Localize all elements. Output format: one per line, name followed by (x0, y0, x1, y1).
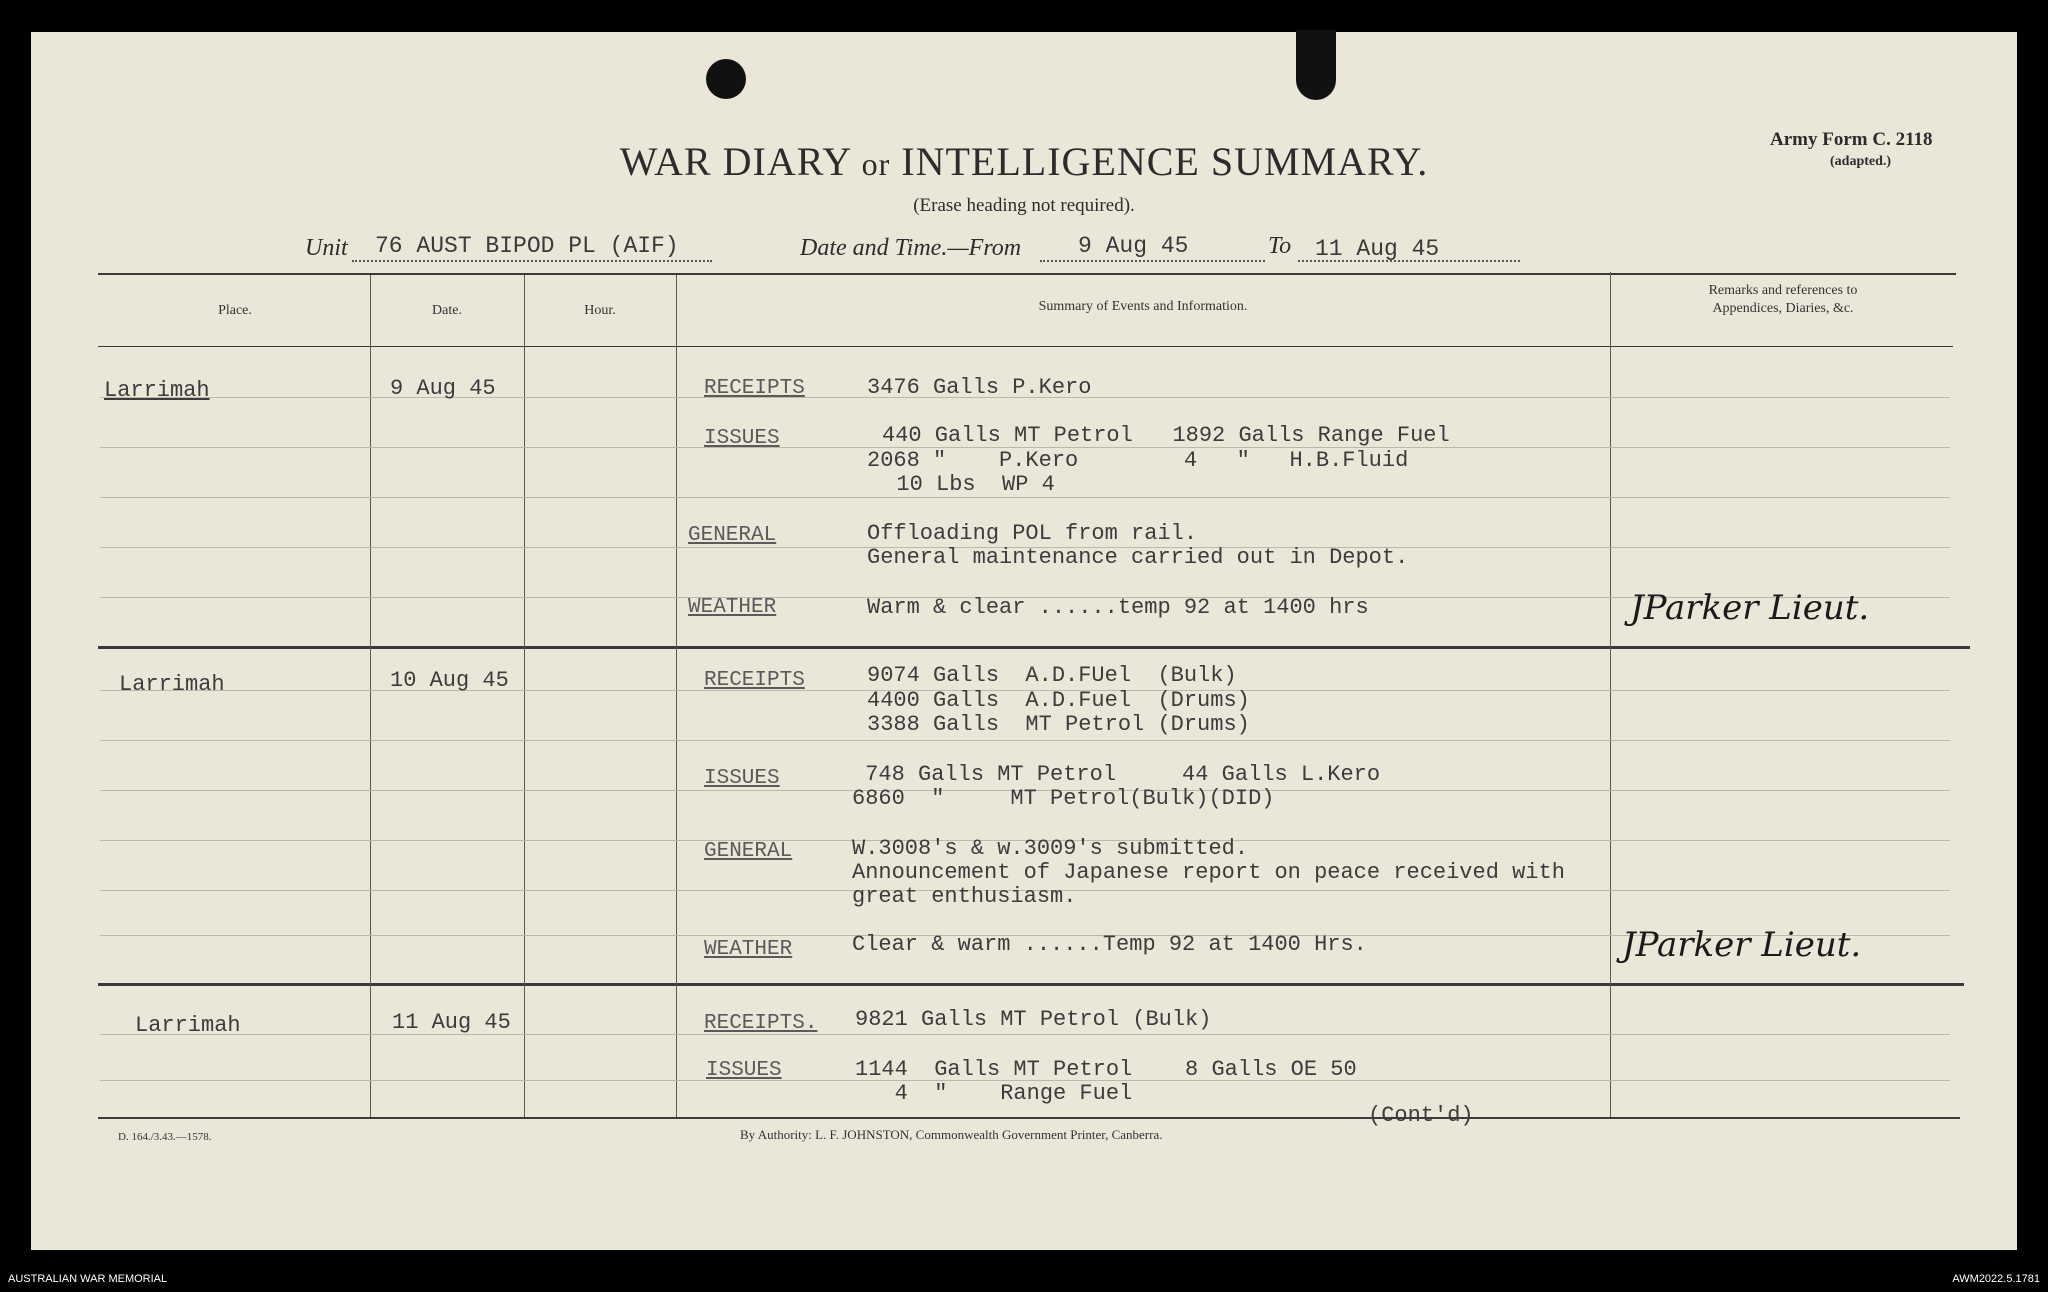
issues-line: 748 Galls MT Petrol 44 Galls L.Kero (852, 762, 1381, 787)
receipts-line: 9821 Galls MT Petrol (Bulk) (855, 1007, 1212, 1032)
place-cell: Larrimah (135, 1013, 241, 1038)
issues-line: 1144 Galls MT Petrol 8 Galls OE 50 (855, 1057, 1357, 1082)
weather-line: Clear & warm ......Temp 92 at 1400 Hrs. (852, 932, 1367, 957)
general-line: great enthusiasm. (852, 884, 1077, 909)
punch-hole (706, 59, 746, 99)
table-top-border (98, 273, 1956, 275)
column-header-remarks: Remarks and references to (1708, 283, 1858, 298)
erase-note: (Erase heading not required). (913, 195, 1135, 216)
issues-line: 4 " Range Fuel (855, 1081, 1133, 1106)
issues-label: ISSUES (706, 1059, 782, 1082)
issues-line: 10 Lbs WP 4 (870, 472, 1055, 497)
column-divider (524, 275, 525, 1117)
column-header-date: Date. (432, 303, 462, 318)
issues-line: 440 Galls MT Petrol 1892 Galls Range Fuel (882, 423, 1450, 448)
general-line: Offloading POL from rail. (867, 521, 1198, 546)
title-or: or (861, 146, 891, 182)
column-header-place: Place. (218, 303, 252, 318)
army-form-adapted: (adapted.) (1830, 154, 1892, 169)
to-label: To (1268, 233, 1292, 259)
general-line: General maintenance carried out in Depot. (867, 545, 1409, 570)
ruled-line (100, 740, 1950, 741)
issues-line: 6860 " MT Petrol(Bulk)(DID) (852, 786, 1275, 811)
title-part2: INTELLIGENCE SUMMARY. (901, 139, 1429, 184)
weather-label: WEATHER (704, 938, 793, 961)
continued-note: (Cont'd) (1368, 1103, 1474, 1128)
day-divider (98, 646, 1970, 649)
column-header-remarks: Appendices, Diaries, &c. (1712, 301, 1854, 316)
column-divider (676, 275, 677, 1117)
receipts-label: RECEIPTS (704, 377, 805, 400)
receipts-line: 9074 Galls A.D.FUel (Bulk) (867, 663, 1237, 688)
officer-signature: JParker Lieut. (1622, 925, 1862, 965)
column-header-summary: Summary of Events and Information. (1038, 299, 1248, 314)
general-label: GENERAL (704, 840, 793, 863)
column-divider (1610, 272, 1611, 1117)
issues-label: ISSUES (704, 767, 780, 790)
place-cell: Larrimah (104, 378, 210, 403)
unit-label: Unit (305, 235, 348, 261)
title-part1: WAR DIARY (619, 139, 851, 184)
ruled-line (100, 497, 1950, 498)
date-cell: 11 Aug 45 (392, 1010, 511, 1035)
receipts-label: RECEIPTS (704, 669, 805, 692)
general-line: Announcement of Japanese report on peace received with (852, 860, 1565, 885)
place-cell: Larrimah (119, 672, 225, 697)
day-divider (98, 983, 1964, 986)
datetime-label: Date and Time.—From (800, 235, 1022, 261)
unit-value: 76 AUST BIPOD PL (AIF) (375, 233, 679, 259)
receipts-label: RECEIPTS. (704, 1012, 818, 1035)
general-label: GENERAL (688, 524, 777, 547)
column-divider (370, 275, 371, 1117)
form-title (0, 138, 2048, 185)
officer-signature: JParker Lieut. (1630, 588, 1870, 628)
printer-authority: By Authority: L. F. JOHNSTON, Commonwealth Government Printer, Canberra. (740, 1127, 1163, 1142)
archive-name: AUSTRALIAN WAR MEMORIAL (8, 1273, 168, 1285)
archive-reference: AWM2022.5.1781 (1952, 1273, 2040, 1285)
receipts-line: 3388 Galls MT Petrol (Drums) (867, 712, 1250, 737)
form-print-code: D. 164./3.43.—1578. (118, 1131, 212, 1143)
date-cell: 10 Aug 45 (390, 668, 509, 693)
punch-hole (1296, 30, 1336, 100)
column-header-hour: Hour. (584, 303, 616, 318)
weather-label: WEATHER (688, 596, 777, 619)
issues-label: ISSUES (704, 427, 780, 450)
table-bottom-border (98, 1117, 1960, 1119)
receipts-line: 3476 Galls P.Kero (867, 375, 1092, 400)
general-line: W.3008's & w.3009's submitted. (852, 836, 1249, 861)
to-value: 11 Aug 45 (1315, 236, 1440, 262)
weather-line: Warm & clear ......temp 92 at 1400 hrs (867, 595, 1369, 620)
header-divider (98, 346, 1953, 347)
receipts-line: 4400 Galls A.D.Fuel (Drums) (867, 688, 1250, 713)
from-value: 9 Aug 45 (1078, 233, 1189, 259)
ruled-line (100, 1034, 1950, 1035)
army-form-number: Army Form C. 2118 (1770, 129, 1933, 150)
issues-line: 2068 " P.Kero 4 " H.B.Fluid (867, 448, 1409, 473)
date-cell: 9 Aug 45 (390, 376, 496, 401)
